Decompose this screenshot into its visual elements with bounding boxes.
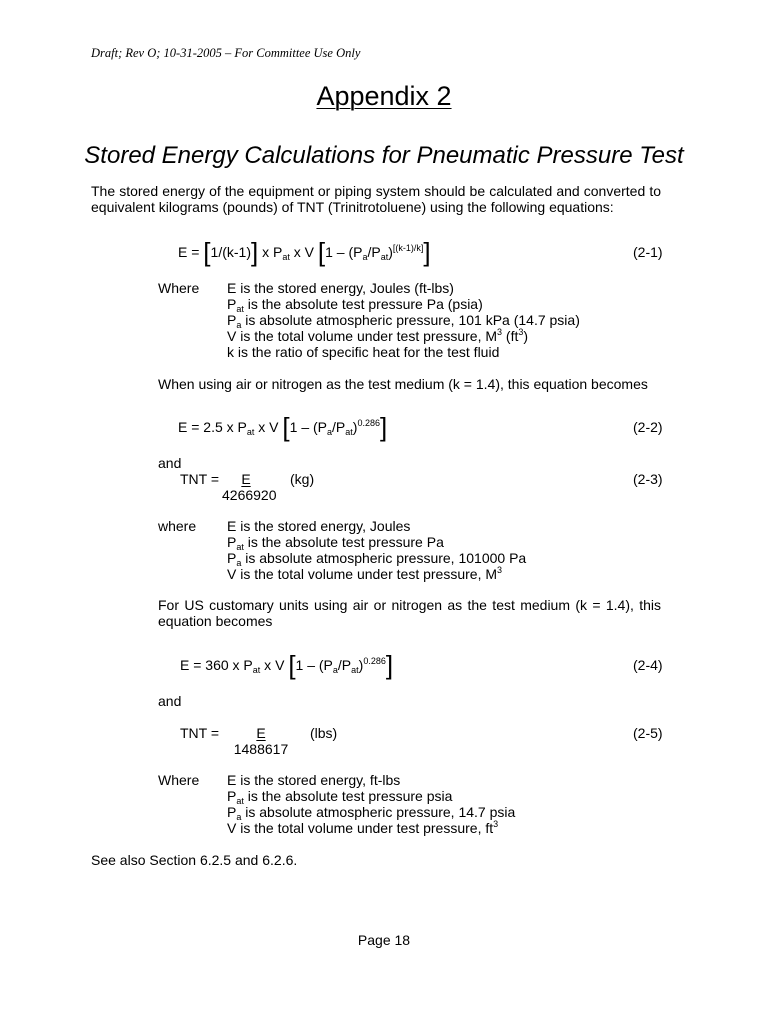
- eq2-bracket-open: [: [282, 412, 290, 442]
- eq1-bracket-close-1: ]: [250, 237, 259, 267]
- eq4-sub-at: at: [252, 665, 261, 675]
- eq5-numerator: E: [256, 725, 266, 741]
- eq1-mid-b: x V: [289, 244, 318, 260]
- superscript: 3: [497, 565, 503, 575]
- symbol: P: [227, 534, 237, 550]
- appendix-title: [0, 80, 768, 112]
- eq4-sub-a: a: [332, 665, 338, 675]
- eq2-term-2: /P: [332, 419, 346, 435]
- eq1-term-3: ): [388, 244, 393, 260]
- eq2-exponent: 0.286: [357, 418, 380, 428]
- eq1-bracket-close-2: ]: [423, 237, 431, 267]
- eq2-term-3: ): [352, 419, 358, 435]
- symbol-sub: at: [236, 542, 244, 552]
- definition: is the absolute test pressure psia: [243, 788, 453, 804]
- equation-2-1: [178, 237, 431, 267]
- eq-number-2-2: (2-2): [633, 419, 663, 435]
- equation-2-4: [180, 650, 394, 680]
- where-label-2: where: [158, 518, 197, 534]
- where1-item-0: E is the stored energy, Joules (ft-lbs): [227, 280, 454, 296]
- intro-line-2: equivalent kilograms (pounds) of TNT (Trinitrotoluene) using the following equations:: [91, 199, 614, 215]
- where1-item-3: [227, 328, 528, 344]
- intro-line-1: The stored energy of the equipment or piping system should be calculated and converted to: [91, 183, 661, 199]
- eq1-bracket-open-2: [: [317, 237, 326, 267]
- see-also-line: See also Section 6.2.5 and 6.2.6.: [91, 852, 298, 868]
- definition: V is the total volume under test pressure, ft: [227, 820, 494, 836]
- symbol: P: [227, 788, 237, 804]
- equation-2-5-fraction: [228, 725, 294, 757]
- eq1-term-2: /P: [367, 244, 381, 260]
- air-nitrogen-line: When using air or nitrogen as the test medium (k = 1.4), this equation becomes: [158, 376, 648, 392]
- eq2-lhs: E = 2.5 x P: [178, 419, 247, 435]
- us-line-1: For US customary units using air or nitrogen as the test medium (k = 1.4), this: [158, 597, 661, 613]
- eq-number-2-1: (2-1): [633, 244, 663, 260]
- eq-number-2-5: (2-5): [633, 725, 663, 741]
- eq5-denominator: 1488617: [233, 741, 289, 757]
- definition: V is the total volume under test pressure, M: [227, 328, 498, 344]
- where1-item-2: [227, 312, 580, 328]
- superscript: 3: [497, 327, 503, 337]
- eq-number-2-4: (2-4): [633, 657, 663, 673]
- intro-paragraph: [91, 183, 661, 215]
- eq1-term-1: 1 – (P: [325, 244, 363, 260]
- where2-item-2: [227, 550, 526, 566]
- section-subtitle: Stored Energy Calculations for Pneumatic Pressure Test: [84, 142, 684, 169]
- draft-header: Draft; Rev O; 10-31-2005 – For Committee Use Only: [91, 46, 361, 60]
- eq4-term-2: /P: [337, 657, 352, 673]
- eq4-bracket-close: ]: [385, 650, 394, 680]
- definition: is the absolute test pressure Pa: [243, 534, 444, 550]
- where2-item-1: [227, 534, 444, 550]
- and-label-1: and: [158, 455, 182, 471]
- eq5-lhs: TNT =: [180, 725, 220, 741]
- eq-number-2-3: (2-3): [633, 471, 663, 487]
- eq1-bracket-open-1: [: [203, 237, 211, 267]
- eq1-sub-at: at: [282, 252, 290, 262]
- symbol-sub: at: [236, 796, 244, 806]
- where1-item-1: [227, 296, 483, 312]
- eq4-exponent: 0.286: [363, 656, 386, 666]
- symbol: P: [227, 804, 237, 820]
- equation-2-3-fraction: [222, 471, 277, 503]
- where-label-1: Where: [158, 280, 200, 296]
- eq2-sub-at: at: [246, 427, 255, 437]
- definition-tail: (ft: [502, 328, 519, 344]
- symbol-sub: a: [236, 320, 242, 330]
- definition: is absolute atmospheric pressure, 101000 Pa: [241, 550, 527, 566]
- eq2-sub-a: a: [327, 427, 333, 437]
- eq3-lhs: TNT =: [180, 471, 220, 487]
- where3-item-1: [227, 788, 452, 804]
- equation-2-2: [178, 412, 388, 442]
- definition: is absolute atmospheric pressure, 14.7 psia: [241, 804, 516, 820]
- eq4-bracket-open: [: [288, 650, 296, 680]
- eq4-term-1: 1 – (P: [295, 657, 333, 673]
- eq2-mid: x V: [254, 419, 283, 435]
- eq3-numerator: E: [241, 471, 251, 487]
- where3-item-3: [227, 820, 498, 836]
- superscript-2: 3: [518, 327, 524, 337]
- eq1-lhs: E =: [178, 244, 204, 260]
- eq1-sub-at-2: at: [380, 252, 389, 262]
- eq4-lhs: E = 360 x P: [180, 657, 253, 673]
- eq4-mid: x V: [260, 657, 289, 673]
- appendix-title-text: Appendix 2: [316, 81, 452, 111]
- definition: V is the total volume under test pressure, M: [227, 566, 498, 582]
- where3-item-0: E is the stored energy, ft-lbs: [227, 772, 401, 788]
- symbol-sub: a: [236, 558, 242, 568]
- us-customary-paragraph: [158, 597, 661, 629]
- eq3-denominator: 4266920: [222, 487, 277, 503]
- symbol: P: [227, 312, 237, 328]
- where2-item-0: E is the stored energy, Joules: [227, 518, 411, 534]
- and-label-2: and: [158, 693, 182, 709]
- eq4-sub-at-2: at: [351, 665, 359, 675]
- where2-item-3: [227, 566, 502, 582]
- eq1-inner-1: 1/(k-1): [210, 244, 251, 260]
- eq1-sub-a: a: [362, 252, 368, 262]
- eq5-unit: (lbs): [310, 725, 338, 741]
- page-number: Page 18: [357, 932, 411, 948]
- definition-tail-2: ): [523, 328, 529, 344]
- eq2-term-1: 1 – (P: [289, 419, 327, 435]
- where-label-3: Where: [158, 772, 200, 788]
- symbol: P: [227, 296, 237, 312]
- eq1-exponent: [(k-1)/k]: [392, 243, 424, 253]
- us-line-2: equation becomes: [158, 613, 273, 629]
- eq1-mid-a: x P: [258, 244, 283, 260]
- where1-item-4: k is the ratio of specific heat for the test fluid: [227, 344, 500, 360]
- definition: is absolute atmospheric pressure, 101 kPa (14.7 psia): [241, 312, 580, 328]
- eq3-unit: (kg): [290, 471, 315, 487]
- symbol-sub: a: [236, 812, 242, 822]
- eq2-sub-at-2: at: [345, 427, 353, 437]
- symbol-sub: at: [236, 304, 244, 314]
- where3-item-2: [227, 804, 515, 820]
- eq4-term-3: ): [358, 657, 364, 673]
- superscript: 3: [493, 819, 499, 829]
- eq2-bracket-close: ]: [379, 412, 388, 442]
- definition: is the absolute test pressure Pa (psia): [243, 296, 483, 312]
- symbol: P: [227, 550, 237, 566]
